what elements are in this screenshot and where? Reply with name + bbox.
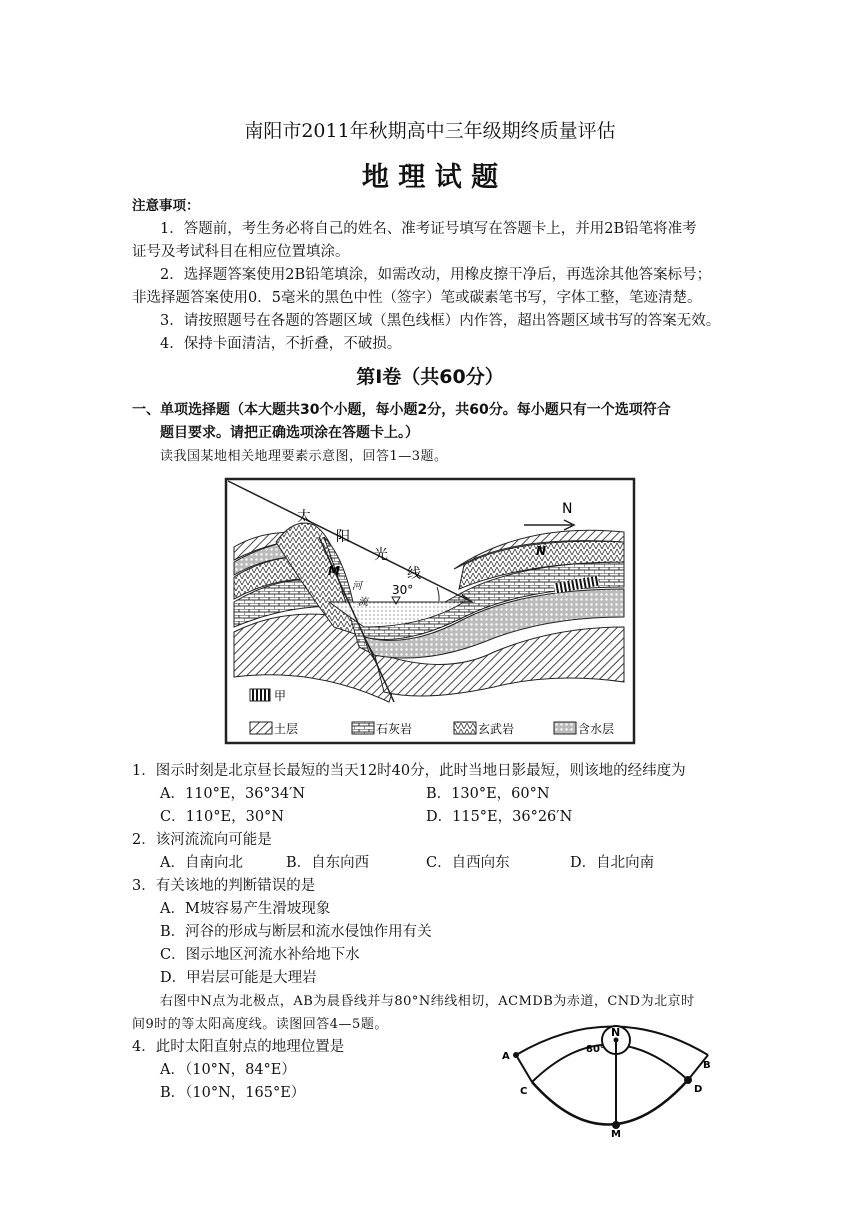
notice-line-3: 2．选择题答案使用2B铅笔填涂，如需改动，用橡皮擦干净后，再选涂其他答案标号；: [160, 267, 712, 283]
fig2-label-n: N: [611, 1026, 621, 1039]
q3-option-c: C．图示地区河流水补给地下水: [160, 947, 360, 963]
q4-option-a: A．（10°N，84°E）: [160, 1062, 296, 1078]
fig2-label-c: C: [520, 1086, 528, 1097]
q1-stem: 1．图示时刻是北京昼长最短的当天12时40分，此时当地日影最短，则该地的经纬度为: [132, 763, 686, 779]
fig2-label-a: A: [502, 1051, 510, 1062]
geology-figure: [224, 477, 636, 745]
q1-option-d: D．115°E，36°26′N: [426, 809, 573, 825]
notice-line-5: 3．请按照题号在各题的答题区域（黑色线框）内作答，超出答题区域书写的答案无效。: [160, 313, 721, 329]
legend-soil-swatch: [250, 722, 272, 734]
legend-basalt-swatch: [454, 722, 476, 734]
q1-option-a: A．110°E，36°34′N: [160, 786, 306, 802]
sun-label-2: 阳: [336, 529, 350, 545]
q2-option-d: D．自北向南: [570, 855, 655, 871]
legend-limestone-swatch: [352, 722, 374, 734]
fig2-label-80: 80°: [586, 1044, 605, 1055]
polar-figure: [498, 1018, 728, 1138]
sun-label-3: 光: [374, 547, 388, 563]
q3-option-b: B．河谷的形成与断层和流水侵蚀作用有关: [160, 924, 432, 940]
north-label: N: [562, 501, 573, 517]
sun-label-4: 线: [407, 566, 421, 582]
legend-jia-swatch: [250, 689, 270, 701]
legend-jia-label: 甲: [274, 689, 287, 703]
q3-option-a: A．M坡容易产生滑坡现象: [160, 901, 331, 917]
angle-label: 30°: [392, 583, 414, 597]
notice-line-1: 1．答题前，考生务必将自己的姓名、准考证号填写在答题卡上，并用2B铅笔将准考: [160, 221, 697, 237]
legend-aquifer-swatch: [554, 722, 576, 734]
river-label-1: 河: [352, 581, 362, 592]
fig2-label-b: B: [703, 1060, 711, 1071]
q1-option-b: B．130°E，60°N: [426, 786, 550, 802]
sun-label-1: 太: [297, 509, 311, 525]
q2-option-b: B．自东向西: [286, 855, 370, 871]
notice-line-2: 证号及考试科目在相应位置填涂。: [132, 244, 350, 260]
notice-line-6: 4．保持卡面清洁，不折叠，不破损。: [160, 336, 402, 352]
river-label-2: 流: [358, 597, 368, 608]
n-slope-label: N: [536, 544, 547, 558]
subject-title: 地 理 试 题: [361, 162, 499, 193]
m-slope-label: M: [328, 564, 340, 578]
figure2-intro-line1: 右图中N点为北极点，AB为晨昏线并与80°N纬线相切，ACMDB为赤道，CND为北京时: [160, 994, 695, 1009]
q3-option-d: D．甲岩层可能是大理岩: [160, 970, 317, 986]
legend-basalt-label: 玄武岩: [478, 722, 515, 736]
notice-heading: 注意事项：: [132, 198, 200, 214]
figure1-intro: 读我国某地相关地理要素示意图，回答1—3题。: [160, 449, 448, 464]
section-title: 第Ⅰ卷（共60分）: [356, 366, 504, 388]
q3-stem: 3．有关该地的判断错误的是: [132, 878, 316, 894]
notice-line-4: 非选择题答案使用0．5毫米的黑色中性（签字）笔或碳素笔书写，字体工整，笔迹清楚。: [132, 290, 702, 306]
legend-aquifer-label: 含水层: [578, 722, 615, 736]
q2-stem: 2．该河流流向可能是: [132, 832, 272, 848]
fig2-label-m: M: [611, 1129, 621, 1138]
figure2-intro-line2: 间9时的等太阳高度线。读图回答4—5题。: [132, 1017, 388, 1032]
legend-soil-label: 土层: [274, 722, 299, 736]
q2-option-c: C．自西向东: [426, 855, 510, 871]
q1-option-c: C．110°E，30°N: [160, 809, 284, 825]
part1-heading-line2: 题目要求。请把正确选项涂在答题卡上。）: [160, 425, 419, 441]
part1-heading-line1: 一、单项选择题（本大题共30个小题，每小题2分，共60分。每小题只有一个选项符合: [132, 402, 671, 418]
legend-limestone-label: 石灰岩: [376, 722, 413, 736]
q4-option-b: B．（10°N，165°E）: [160, 1085, 306, 1101]
q2-option-a: A．自南向北: [160, 855, 243, 871]
exam-title: 南阳市2011年秋期高中三年级期终质量评估: [244, 120, 616, 142]
q4-stem: 4．此时太阳直射点的地理位置是: [132, 1039, 345, 1055]
fig2-label-d: D: [694, 1084, 703, 1095]
